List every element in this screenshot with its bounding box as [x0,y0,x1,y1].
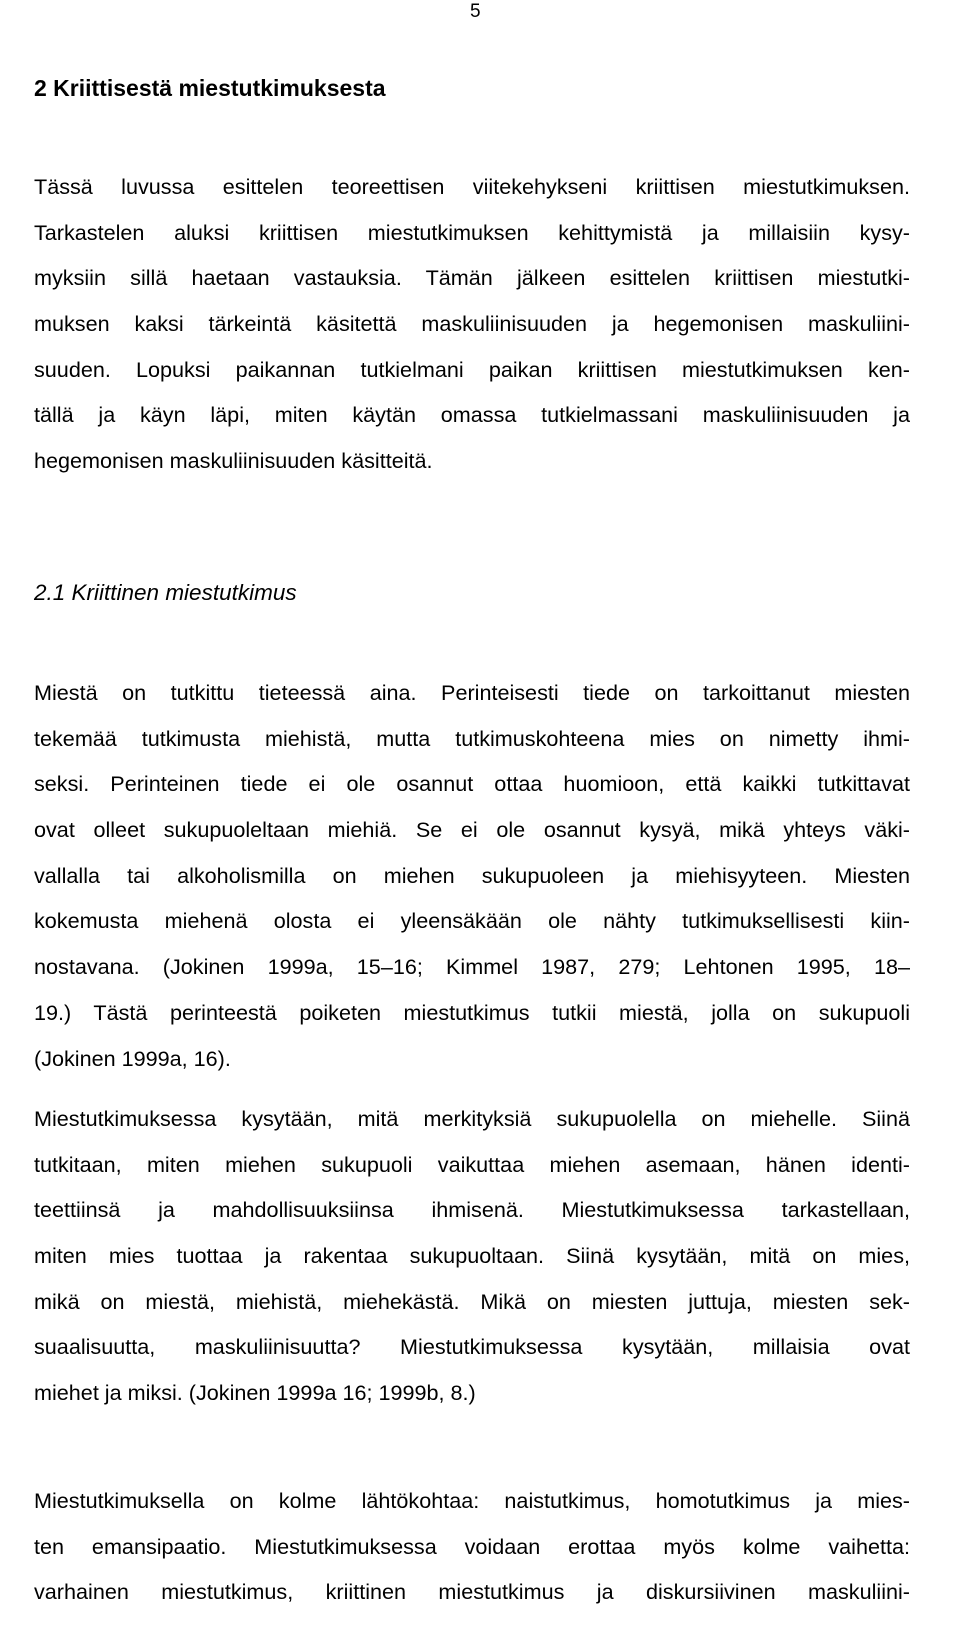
text-line: varhainen miestutkimus, kriittinen miestutkimus ja diskursiivinen maskuliini- [34,1579,910,1605]
text-line: mikä on miestä, miehistä, miehekästä. Mikä on miesten juttuja, miesten sek- [34,1288,910,1314]
section-heading: 2.1 Kriittinen miestutkimus [34,580,297,605]
text-line: teettiinsä ja mahdollisuuksiinsa ihmisenä. Miestutkimuksessa tarkastellaan, [34,1197,910,1223]
paragraph-origins [34,1478,910,1615]
text-line: myksiin sillä haetaan vastauksia. Tämän jälkeen esittelen kriittisen miestutki- [34,265,910,291]
text-line: miehet ja miksi. (Jokinen 1999a 16; 1999b, 8.) [34,1380,476,1406]
page-number: 5 [470,1,481,22]
text-line: tutkitaan, miten miehen sukupuoli vaikuttaa miehen asemaan, hänen identi- [34,1151,910,1177]
text-line: kokemusta miehenä olosta ei yleensäkään ole nähty tutkimuksellisesti kiin- [34,908,910,934]
text-line: Miestä on tutkittu tieteessä aina. Perinteisesti tiede on tarkoittanut miesten [34,680,910,705]
text-line: miten mies tuottaa ja rakentaa sukupuoltaan. Siinä kysytään, mitä on mies, [34,1243,910,1269]
text-line: hegemonisen maskuliinisuuden käsitteitä. [34,448,433,474]
chapter-heading: 2 Kriittisestä miestutkimuksesta [34,75,386,101]
text-line: seksi. Perinteinen tiede ei ole osannut ottaa huomioon, että kaikki tutkittavat [34,771,910,797]
text-line: suaalisuutta, maskuliinisuutta? Miestutkimuksessa kysytään, millaisia ovat [34,1334,910,1360]
paragraph-intro [34,164,910,484]
text-line: (Jokinen 1999a, 16). [34,1045,231,1071]
text-line: Miestutkimuksella on kolme lähtökohtaa: naistutkimus, homotutkimus ja mies- [34,1488,910,1513]
text-line: muksen kaksi tärkeintä käsitettä maskuliinisuuden ja hegemonisen maskuliini- [34,311,910,337]
paragraph-questions [34,1096,910,1416]
text-line: vallalla tai alkoholismilla on miehen sukupuoleen ja miehisyyteen. Miesten [34,862,910,888]
text-line: tekemää tutkimusta miehistä, mutta tutkimuskohteena mies on nimetty ihmi- [34,725,910,751]
text-line: nostavana. (Jokinen 1999a, 15–16; Kimmel 1987, 279; Lehtonen 1995, 18– [34,954,910,980]
text-line: Tässä luvussa esittelen teoreettisen viitekehykseni kriittisen miestutkimuksen. [34,174,910,199]
text-line: Miestutkimuksessa kysytään, mitä merkityksiä sukupuolella on miehelle. Siinä [34,1106,910,1131]
text-line: Tarkastelen aluksi kriittisen miestutkimuksen kehittymistä ja millaisiin kysy- [34,219,910,245]
text-line: ten emansipaatio. Miestutkimuksessa voidaan erottaa myös kolme vaihetta: [34,1533,910,1559]
text-line: suuden. Lopuksi paikannan tutkielmani paikan kriittisen miestutkimuksen ken- [34,356,910,382]
text-line: 19.) Tästä perinteestä poiketen miestutkimus tutkii miestä, jolla on sukupuoli [34,999,910,1025]
text-line: ovat olleet sukupuoleltaan miehiä. Se ei ole osannut kysyä, mikä yhteys väki- [34,817,910,843]
paragraph-history [34,670,910,1081]
text-line: tällä ja käyn läpi, miten käytän omassa tutkielmassani maskuliinisuuden ja [34,402,910,428]
